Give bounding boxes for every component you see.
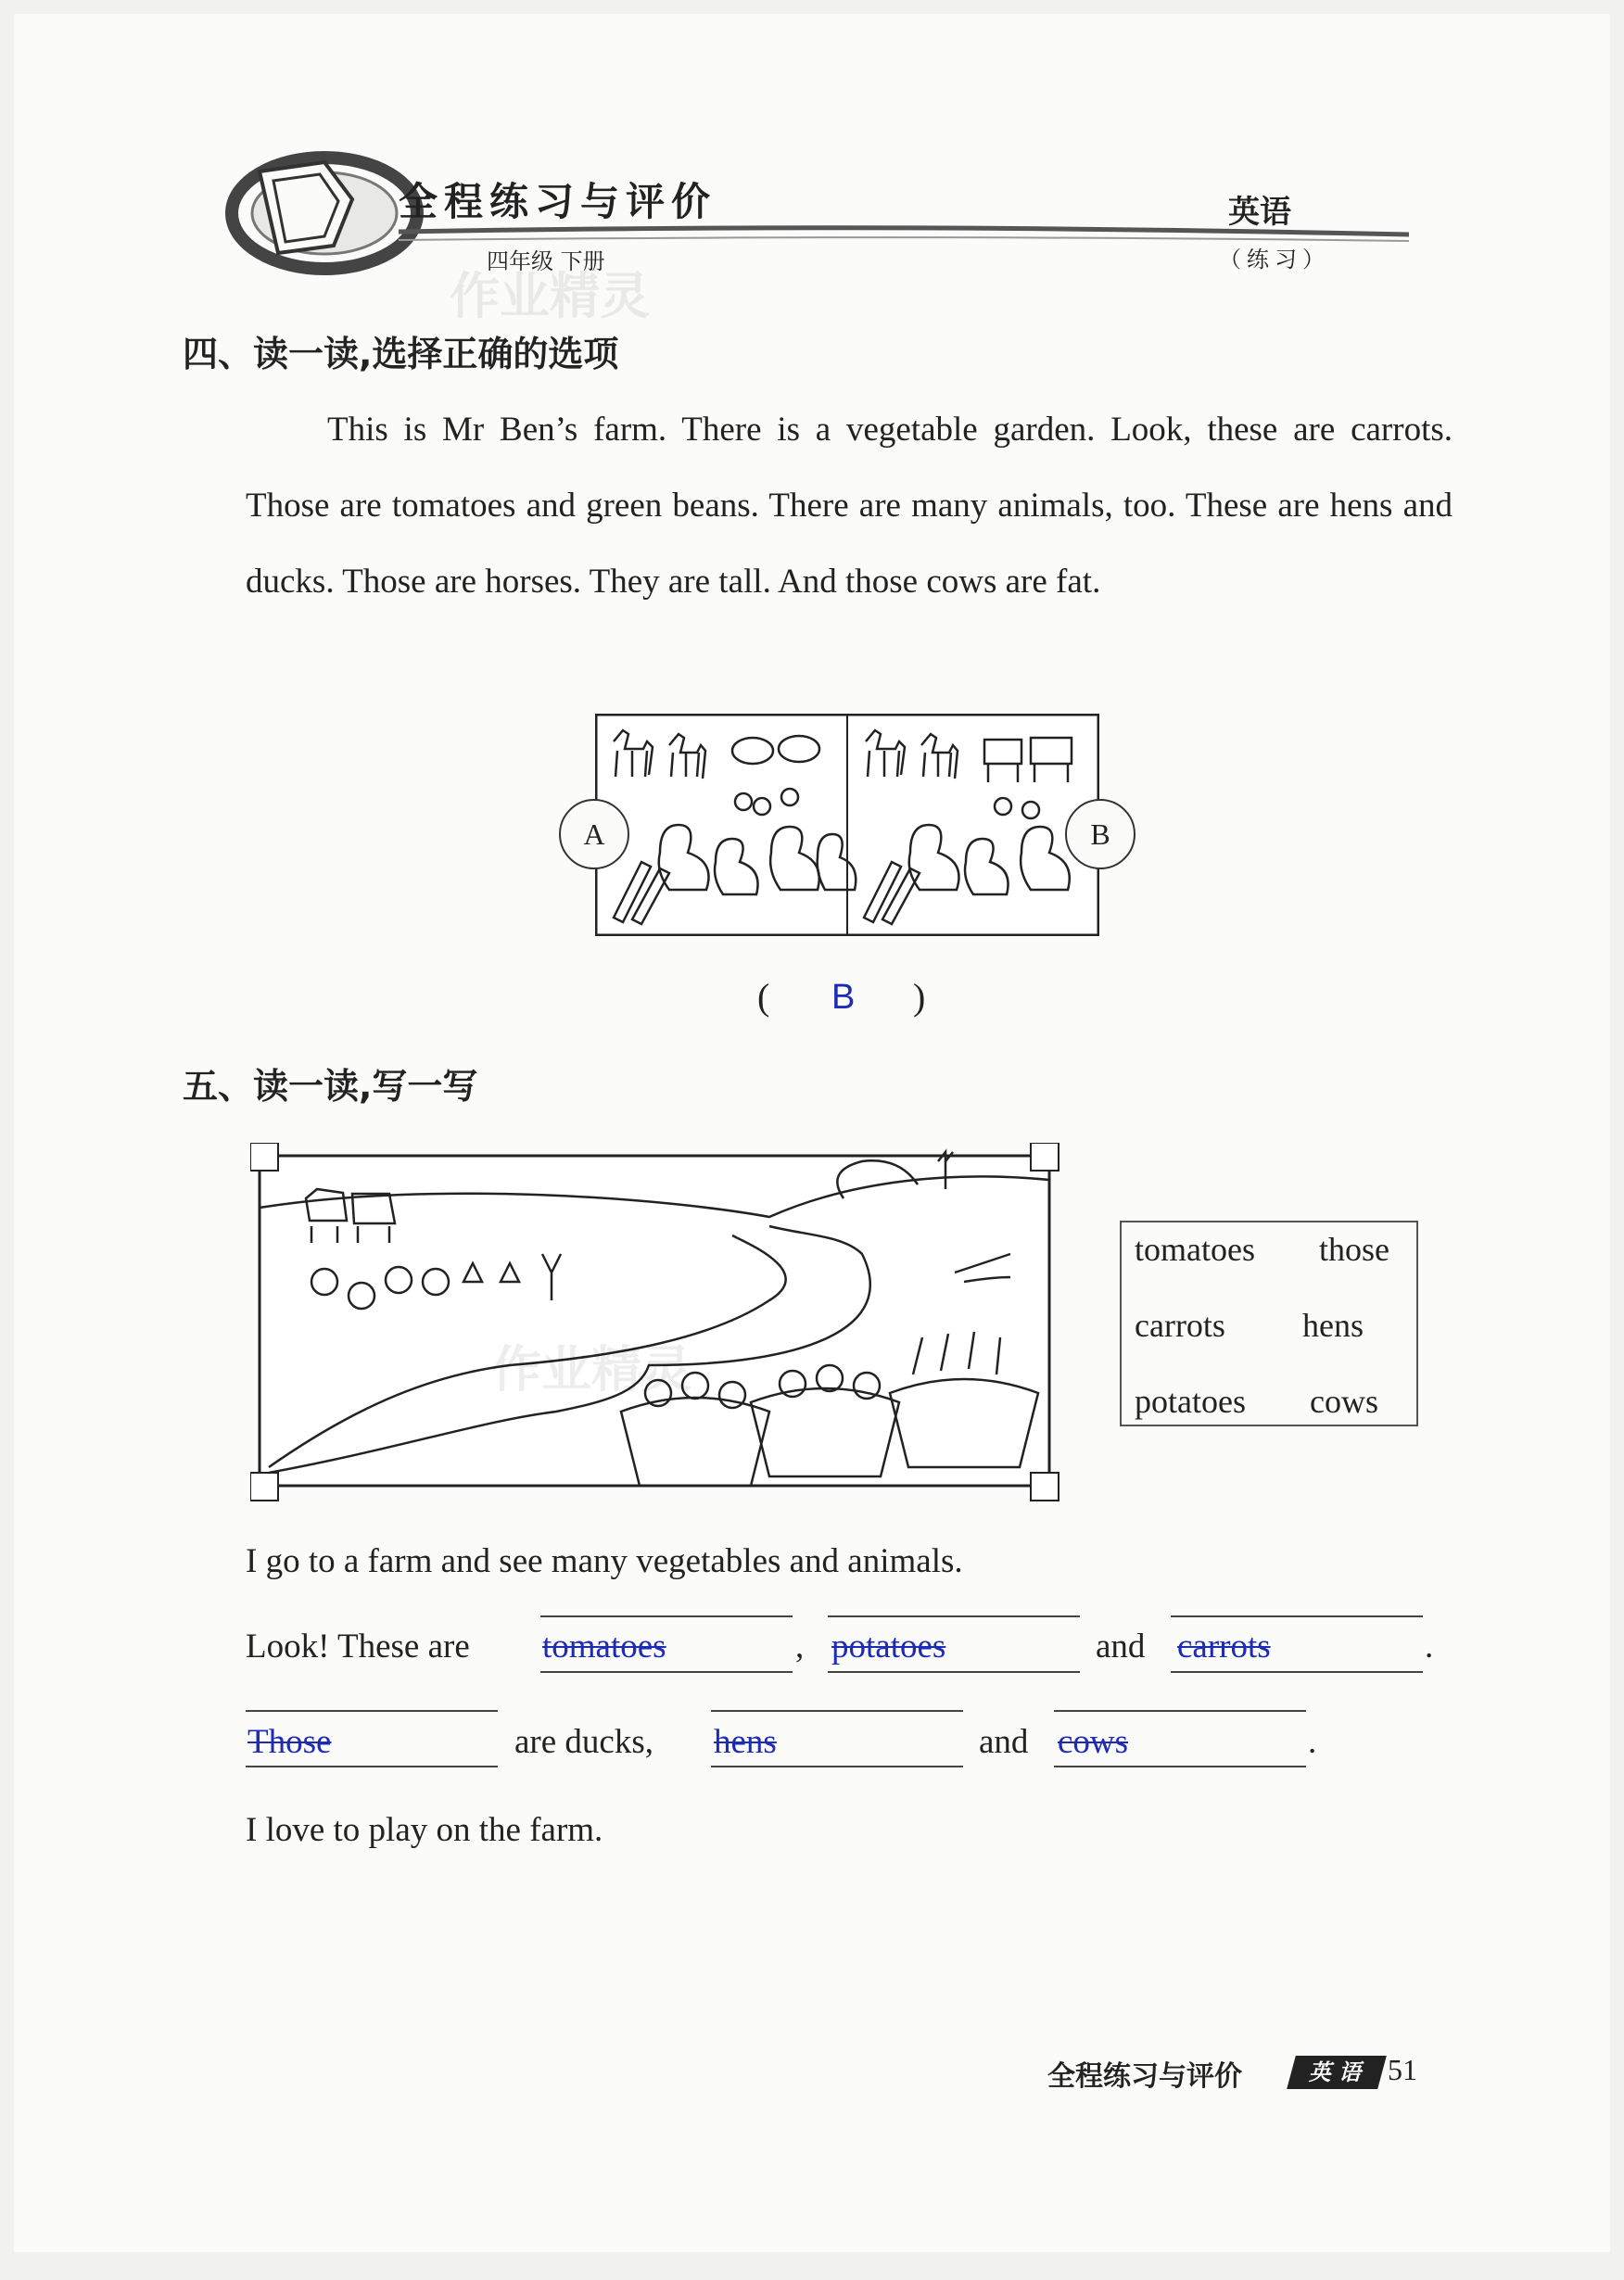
watermark-2: 作业精灵 xyxy=(491,1340,691,1399)
comma: , xyxy=(795,1628,805,1666)
blank1-top-line xyxy=(540,1615,793,1617)
answer-tomatoes[interactable]: tomatoes xyxy=(542,1628,666,1666)
picture-a-label: A xyxy=(559,799,629,869)
section4-heading: 四、读一读,选择正确的选项 xyxy=(183,334,619,374)
word-tomatoes: tomatoes xyxy=(1135,1231,1255,1268)
series-title: 全程练习与评价 xyxy=(399,179,717,224)
blank5-bottom-line xyxy=(711,1766,963,1767)
section5-heading: 五、读一读,写一写 xyxy=(183,1066,478,1107)
are-ducks-text: are ducks, xyxy=(514,1723,653,1761)
grade-label: 四年级 下册 xyxy=(487,248,605,274)
blank2-bottom-line xyxy=(828,1671,1080,1673)
blank2-top-line xyxy=(828,1615,1080,1617)
sentence-intro: I go to a farm and see many vegetables and animals. xyxy=(246,1542,963,1580)
worksheet-page xyxy=(14,14,1610,2252)
period-1: . xyxy=(1425,1628,1434,1666)
sentence-closing: I love to play on the farm. xyxy=(246,1811,603,1849)
subject-label: 英语 xyxy=(1228,194,1291,231)
sentence-look-prefix: Look! These are xyxy=(246,1628,470,1666)
answer-hens[interactable]: hens xyxy=(714,1723,777,1761)
farm-scene-picture xyxy=(250,1143,1075,1504)
answer-those[interactable]: Those xyxy=(247,1723,332,1761)
answer-carrots[interactable]: carrots xyxy=(1177,1628,1271,1666)
blank4-top-line xyxy=(246,1710,498,1712)
page-number: 51 xyxy=(1388,2053,1417,2086)
blank3-bottom-line xyxy=(1171,1671,1423,1673)
picture-b-label: B xyxy=(1065,799,1136,869)
answer-paren-close: ) xyxy=(913,976,926,1018)
blank3-top-line xyxy=(1171,1615,1423,1617)
farm-pictures-ab xyxy=(595,714,1099,936)
word-hens: hens xyxy=(1302,1307,1364,1344)
practice-label: （练习） xyxy=(1219,247,1330,272)
and-word-2: and xyxy=(979,1723,1029,1761)
and-word-1: and xyxy=(1096,1628,1146,1666)
word-potatoes: potatoes xyxy=(1135,1383,1246,1420)
answer-paren-open: ( xyxy=(757,976,770,1018)
answer-choice[interactable]: B xyxy=(831,978,856,1017)
footer-series-title: 全程练习与评价 xyxy=(1047,2060,1242,2093)
word-box xyxy=(1120,1221,1418,1426)
blank1-bottom-line xyxy=(540,1671,793,1673)
watermark: 作业精灵 xyxy=(450,267,650,325)
word-carrots: carrots xyxy=(1135,1307,1225,1344)
answer-cows[interactable]: cows xyxy=(1058,1723,1129,1761)
footer-subject-badge: 英 语 xyxy=(1287,2056,1387,2089)
answer-potatoes[interactable]: potatoes xyxy=(831,1628,946,1666)
blank6-top-line xyxy=(1054,1710,1306,1712)
word-cows: cows xyxy=(1310,1383,1378,1420)
period-2: . xyxy=(1308,1723,1317,1761)
blank5-top-line xyxy=(711,1710,963,1712)
word-those: those xyxy=(1319,1231,1389,1268)
blank4-bottom-line xyxy=(246,1766,498,1767)
blank6-bottom-line xyxy=(1054,1766,1306,1767)
section4-passage: This is Mr Ben’s farm. There is a vegetable garden. Look, these are carrots. Those are tomatoes and green beans. There are many animals, too. These are hens and ducks. Those are horses. They are tall. And those cows are fat. xyxy=(246,411,1453,601)
